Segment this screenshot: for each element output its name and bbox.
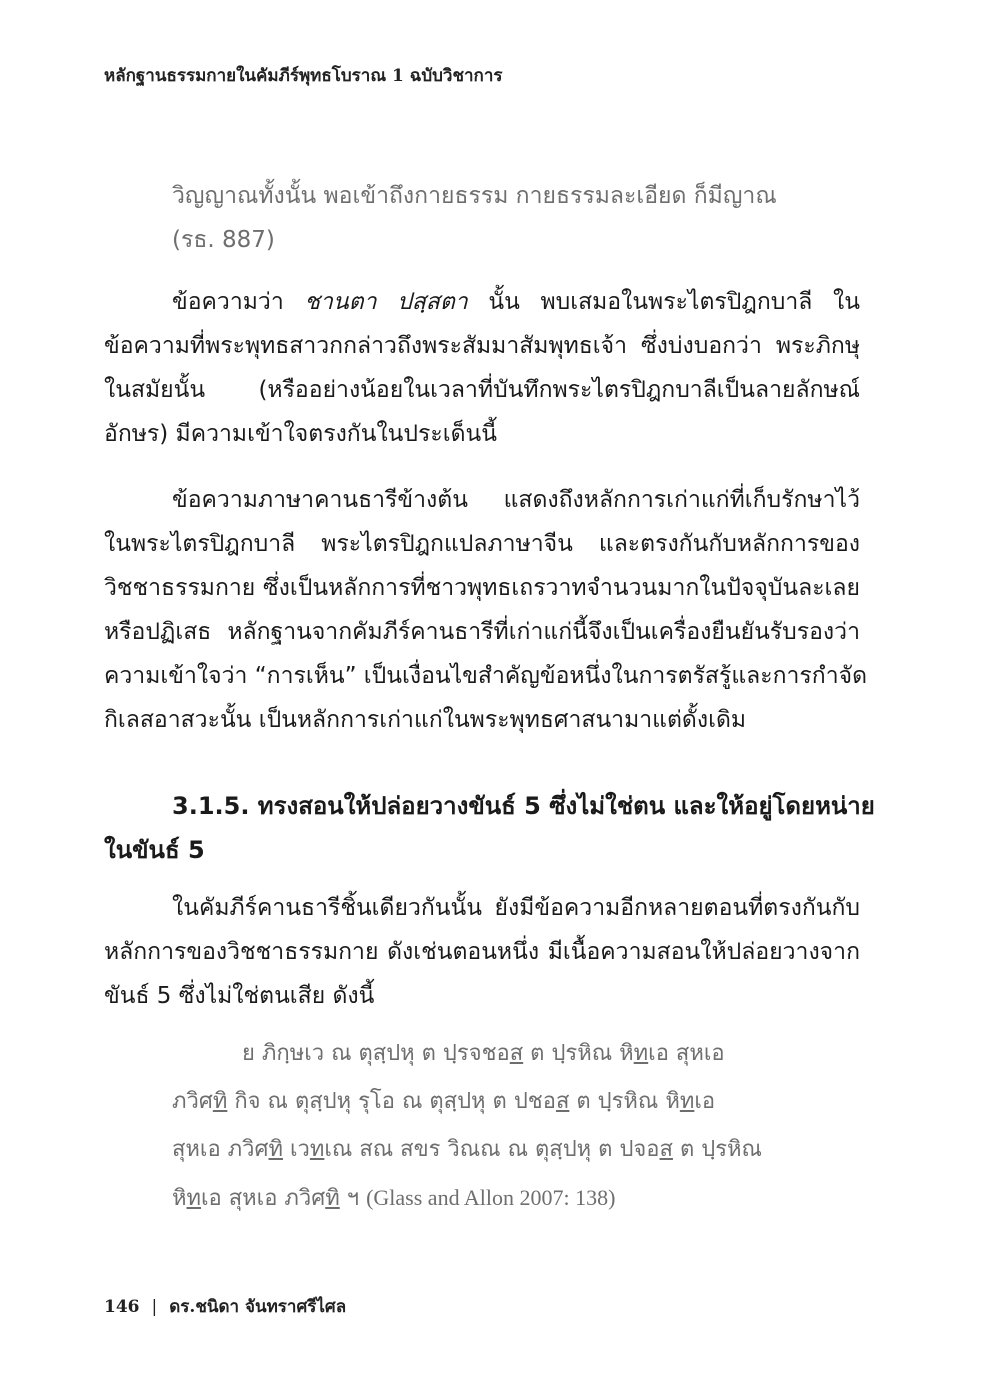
- underlined-char: ส: [555, 1089, 570, 1114]
- heading-line: ในขันธ์ 5: [104, 836, 205, 864]
- text-span: เอ สุหเอ ภวิศ: [201, 1186, 326, 1211]
- paragraph-line: ขันธ์ 5 ซึ่งไม่ใช่ตนเสีย ดังนี้: [104, 983, 375, 1009]
- pali-line: [104, 1078, 860, 1126]
- page-footer: [104, 1293, 346, 1320]
- paragraph-line: วิชชาธรรมกาย ซึ่งเป็นหลักการที่ชาวพุทธเถรวาทจำนวนมากในปัจจุบันละเลย: [104, 575, 860, 601]
- quote-top: [104, 174, 860, 262]
- paragraph-1: [104, 280, 860, 456]
- underlined-char: ทิ: [268, 1137, 283, 1162]
- text-span: กิจ ณ ตุสฺปหุ รุโอ ณ ตุสฺปหุ ต ปชอ: [227, 1089, 556, 1114]
- text-span: ต ปฺรหิณ หิ: [569, 1089, 680, 1114]
- text-span: ภวิศ: [172, 1089, 213, 1114]
- footer-separator: |: [151, 1297, 158, 1317]
- author-name: ดร.ชนิดา จันทราศรีไศล: [169, 1297, 347, 1317]
- paragraph-line: ในสมัยนั้น (หรืออย่างน้อยในเวลาที่บันทึกพระไตรปิฎกบาลีเป็นลายลักษณ์: [104, 377, 860, 403]
- text-span: ต ปฺรหิณ: [672, 1137, 762, 1162]
- paragraph-line: ความเข้าใจว่า “การเห็น” เป็นเงื่อนไขสำคัญข้อหนึ่งในการตรัสรู้และการกำจัด: [104, 663, 868, 689]
- text-span: นั้น พบเสมอในพระไตรปิฎกบาลี ใน: [467, 289, 860, 315]
- pali-quotation: [104, 1030, 860, 1222]
- text-span: ย ภิกฺษเว ณ ตุสฺปหุ ต ปฺรจชอ: [242, 1041, 510, 1066]
- underlined-char: ท: [679, 1089, 695, 1114]
- underlined-char: ส: [509, 1041, 524, 1066]
- paragraph-2: [104, 478, 868, 742]
- pali-line: [104, 1126, 860, 1174]
- text-span: สุหเอ ภวิศ: [172, 1137, 269, 1162]
- paragraph-line: [104, 280, 860, 324]
- quote-reference: (รธ. 887): [172, 227, 275, 253]
- text-span: ข้อความว่า: [172, 289, 305, 315]
- paragraph-line: ข้อความภาษาคานธารีข้างต้น แสดงถึงหลักการเก่าแก่ที่เก็บรักษาไว้: [172, 487, 860, 513]
- paragraph-line: ในพระไตรปิฎกบาลี พระไตรปิฎกแปลภาษาจีน และตรงกันกับหลักการของ: [104, 531, 860, 557]
- text-span: เว: [283, 1137, 310, 1162]
- text-span: เอ: [694, 1089, 716, 1114]
- underlined-char: ท: [309, 1137, 325, 1162]
- quote-line: วิญญาณทั้งนั้น พอเข้าถึงกายธรรม กายธรรมละเอียด ก็มีญาณ: [172, 183, 777, 209]
- text-span: ฯ: [339, 1186, 367, 1211]
- paragraph-3: [104, 886, 860, 1018]
- text-span: เอ สุหเอ: [648, 1041, 725, 1066]
- paragraph-line: อักษร) มีความเข้าใจตรงกันในประเด็นนี้: [104, 421, 497, 447]
- paragraph-line: ข้อความที่พระพุทธสาวกกล่าวถึงพระสัมมาสัมพุทธเจ้า ซึ่งบ่งบอกว่า พระภิกษุ: [104, 333, 860, 359]
- section-heading: [104, 784, 875, 872]
- pali-term: ชานตา ปสฺสตา: [304, 289, 468, 315]
- heading-line: 3.1.5. ทรงสอนให้ปล่อยวางขันธ์ 5 ซึ่งไม่ใช่ตน และให้อยู่โดยหน่าย: [172, 792, 875, 820]
- paragraph-line: ในคัมภีร์คานธารีชิ้นเดียวกันนั้น ยังมีข้อความอีกหลายตอนที่ตรงกันกับ: [172, 895, 860, 921]
- page-number: 146: [104, 1297, 140, 1317]
- paragraph-line: หลักการของวิชชาธรรมกาย ดังเช่นตอนหนึ่ง มีเนื้อความสอนให้ปล่อยวางจาก: [104, 939, 860, 965]
- text-span: เณ สณ สขร วิณณ ณ ตุสฺปหุ ต ปจอ: [324, 1137, 660, 1162]
- pali-line: [104, 1174, 860, 1222]
- running-header: หลักฐานธรรมกายในคัมภีร์พุทธโบราณ 1 ฉบับวิชาการ: [104, 66, 503, 86]
- paragraph-line: หรือปฏิเสธ หลักฐานจากคัมภีร์คานธารีที่เก่าแก่นี้จึงเป็นเครื่องยืนยันรับรองว่า: [104, 619, 860, 645]
- underlined-char: ทิ: [325, 1186, 340, 1211]
- underlined-char: ท: [633, 1041, 649, 1066]
- pali-line: [104, 1030, 860, 1078]
- text-span: ต ปฺรหิณ หิ: [523, 1041, 634, 1066]
- paragraph-line: กิเลสอาสวะนั้น เป็นหลักการเก่าแก่ในพระพุทธศาสนามาแต่ดั้งเดิม: [104, 707, 747, 733]
- underlined-char: ท: [186, 1186, 202, 1211]
- citation: (Glass and Allon 2007: 138): [366, 1185, 616, 1210]
- underlined-char: ส: [659, 1137, 673, 1162]
- text-span: หิ: [172, 1186, 187, 1211]
- underlined-char: ทิ: [212, 1089, 228, 1114]
